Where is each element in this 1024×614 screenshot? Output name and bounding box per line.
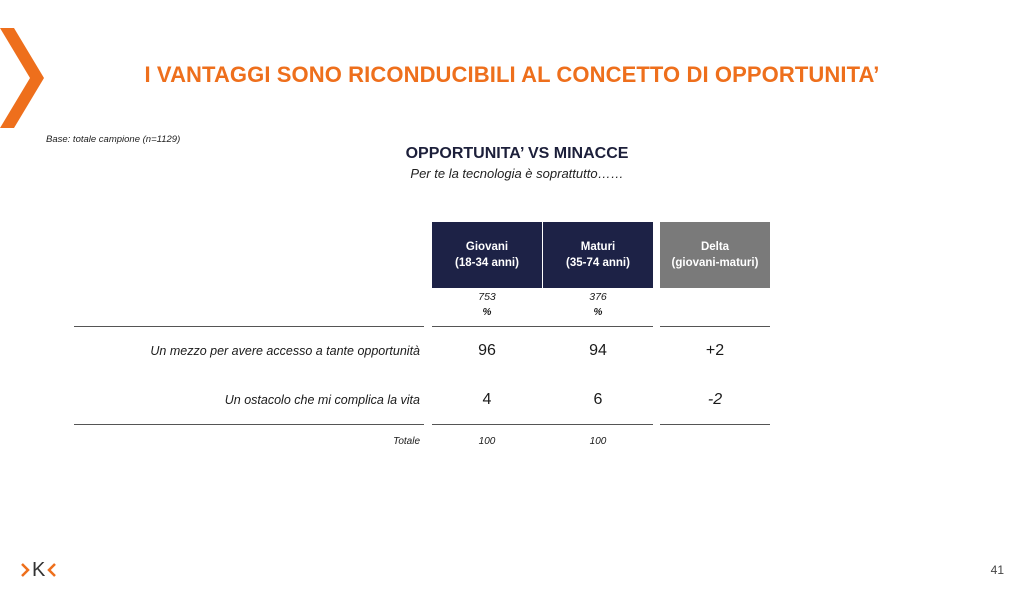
divider-line [74,424,424,425]
column-range: (giovani-maturi) [671,257,759,269]
divider-line [74,326,424,327]
column-name: Maturi [580,241,616,253]
total-label: Totale [393,436,420,447]
column-range: (18-34 anni) [455,257,519,269]
unit-maturi: % [593,307,603,318]
divider-line [432,424,653,425]
brand-logo [20,558,57,582]
value-maturi-opportunity: 94 [589,342,607,359]
column-header-maturi [543,222,653,288]
base-count-giovani: 753 [478,291,496,303]
logo-chevron-left-icon [47,562,57,578]
value-giovani-opportunity: 96 [478,342,496,359]
total-giovani: 100 [478,436,496,447]
column-name: Delta [700,241,730,253]
base-note: Base: totale campione (n=1129) [46,134,181,145]
total-maturi: 100 [589,436,607,447]
column-header-giovani [432,222,542,288]
column-header-delta [660,222,770,288]
row-label-opportunity: Un mezzo per avere accesso a tante opportunità [150,344,420,358]
column-range: (35-74 anni) [566,257,630,269]
slide-title: I VANTAGGI SONO RICONDUCIBILI AL CONCETTO DI OPPORTUNITA’ [144,62,880,87]
unit-giovani: % [482,307,492,318]
value-delta-opportunity: +2 [705,342,725,359]
question-text: Per te la tecnologia è soprattutto…… [410,166,624,181]
divider-line [660,424,770,425]
table-subtitle: OPPORTUNITA’ VS MINACCE [405,145,629,162]
column-name: Giovani [465,241,509,253]
logo-chevron-right-icon [20,562,30,578]
divider-line [660,326,770,327]
divider-line [432,326,653,327]
page-number: 41 [990,563,1004,577]
value-delta-obstacle: -2 [707,391,723,408]
base-count-maturi: 376 [589,291,607,303]
logo-letter: K [32,559,46,581]
value-giovani-obstacle: 4 [482,391,492,408]
value-maturi-obstacle: 6 [593,391,603,408]
row-label-obstacle: Un ostacolo che mi complica la vita [224,393,420,407]
